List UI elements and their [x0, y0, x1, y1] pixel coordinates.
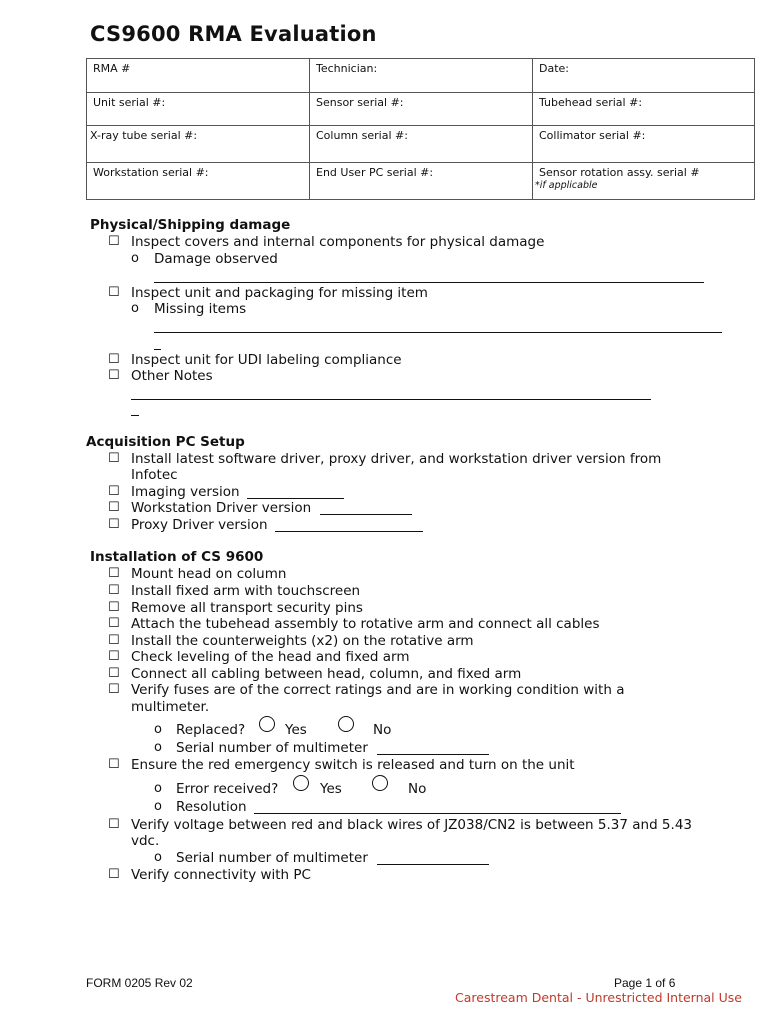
error-received-label: Error received?	[176, 781, 279, 797]
install-drivers-label-cont: Infotec	[131, 467, 178, 483]
checkbox-workstation-driver[interactable]: ☐	[108, 500, 120, 515]
other-notes-line[interactable]	[131, 399, 651, 400]
bullet-icon: o	[154, 740, 162, 755]
other-notes-line-end	[131, 415, 139, 416]
checkbox-connectivity[interactable]: ☐	[108, 867, 120, 882]
bullet-icon: o	[154, 722, 162, 737]
verify-voltage-label-cont: vdc.	[131, 833, 160, 849]
classification-label: Carestream Dental - Unrestricted Internal Use	[455, 990, 742, 1005]
bullet-icon: o	[154, 781, 162, 796]
fuses-label: Verify fuses are of the correct ratings and are in working condition with a	[131, 682, 625, 698]
checkbox-emergency-switch[interactable]: ☐	[108, 757, 120, 772]
date-field[interactable]: Date:	[533, 59, 755, 93]
checkbox-proxy-driver[interactable]: ☐	[108, 517, 120, 532]
emergency-switch-label: Ensure the red emergency switch is released and turn on the unit	[131, 757, 575, 773]
resolution-line[interactable]	[254, 813, 621, 814]
physical-damage-heading: Physical/Shipping damage	[90, 217, 291, 233]
checkbox-counterweights[interactable]: ☐	[108, 633, 120, 648]
xray-tube-serial-field[interactable]: X-ray tube serial #:	[87, 126, 310, 163]
checkbox-imaging-version[interactable]: ☐	[108, 484, 120, 499]
install-item-label: Install the counterweights (x2) on the rotative arm	[131, 633, 474, 649]
page-number: Page 1 of 6	[614, 976, 676, 990]
sensor-rotation-serial-field[interactable]	[533, 163, 755, 200]
table-row	[87, 93, 755, 126]
install-item-label: Attach the tubehead assembly to rotative arm and connect all cables	[131, 616, 600, 632]
workstation-driver-label: Workstation Driver version	[131, 500, 312, 516]
column-serial-field[interactable]: Column serial #:	[310, 126, 533, 163]
checkbox-leveling[interactable]: ☐	[108, 649, 120, 664]
checkbox-fuses[interactable]: ☐	[108, 682, 120, 697]
document-title: CS9600 RMA Evaluation	[90, 22, 377, 46]
replaced-yes-label: Yes	[285, 722, 307, 738]
error-no-radio[interactable]	[372, 775, 388, 791]
install-item-label: Mount head on column	[131, 566, 287, 582]
multimeter-serial-line-2[interactable]	[377, 864, 489, 865]
checkbox-verify-voltage[interactable]: ☐	[108, 817, 120, 832]
bullet-icon: o	[154, 850, 162, 865]
form-number: FORM 0205 Rev 02	[86, 976, 193, 990]
proxy-driver-label: Proxy Driver version	[131, 517, 268, 533]
checkbox-fixed-arm[interactable]: ☐	[108, 583, 120, 598]
multimeter-serial-label: Serial number of multimeter	[176, 740, 368, 756]
missing-items-label: Missing items	[154, 301, 247, 317]
damage-observed-label: Damage observed	[154, 251, 278, 267]
workstation-serial-field[interactable]: Workstation serial #:	[87, 163, 310, 200]
udi-labeling-label: Inspect unit for UDI labeling compliance	[131, 352, 402, 368]
error-yes-label: Yes	[320, 781, 342, 797]
tubehead-serial-field[interactable]: Tubehead serial #:	[533, 93, 755, 126]
checkbox-inspect-covers[interactable]: ☐	[108, 234, 120, 249]
checkbox-missing-item[interactable]: ☐	[108, 285, 120, 300]
error-no-label: No	[408, 781, 427, 797]
multimeter-serial-label: Serial number of multimeter	[176, 850, 368, 866]
install-drivers-label: Install latest software driver, proxy driver, and workstation driver version from	[131, 451, 662, 467]
checkbox-mount-head[interactable]: ☐	[108, 566, 120, 581]
imaging-version-line[interactable]	[247, 498, 344, 499]
technician-field[interactable]: Technician:	[310, 59, 533, 93]
error-yes-radio[interactable]	[293, 775, 309, 791]
checkbox-install-drivers[interactable]: ☐	[108, 451, 120, 466]
imaging-version-label: Imaging version	[131, 484, 240, 500]
other-notes-label: Other Notes	[131, 368, 213, 384]
rma-number-field[interactable]: RMA #	[87, 59, 310, 93]
if-applicable-note: *if applicable	[535, 180, 598, 191]
unit-serial-field[interactable]: Unit serial #:	[87, 93, 310, 126]
missing-items-line-end	[154, 349, 161, 350]
install-item-label: Check leveling of the head and fixed arm	[131, 649, 410, 665]
checkbox-cabling[interactable]: ☐	[108, 666, 120, 681]
install-item-label: Connect all cabling between head, column, and fixed arm	[131, 666, 522, 682]
multimeter-serial-line[interactable]	[377, 754, 489, 755]
checkbox-security-pins[interactable]: ☐	[108, 600, 120, 615]
replaced-label: Replaced?	[176, 722, 246, 738]
table-row	[87, 59, 755, 93]
acquisition-heading: Acquisition PC Setup	[86, 434, 245, 450]
sensor-serial-field[interactable]: Sensor serial #:	[310, 93, 533, 126]
fuses-label-cont: multimeter.	[131, 699, 210, 715]
bullet-icon: o	[131, 301, 139, 316]
sensor-rotation-label: Sensor rotation assy. serial #	[539, 166, 700, 179]
verify-voltage-label: Verify voltage between red and black wires of JZ038/CN2 is between 5.37 and 5.43	[131, 817, 692, 833]
workstation-driver-line[interactable]	[320, 514, 412, 515]
replaced-yes-radio[interactable]	[259, 716, 275, 732]
connectivity-label: Verify connectivity with PC	[131, 867, 311, 883]
collimator-serial-field[interactable]: Collimator serial #:	[533, 126, 755, 163]
checkbox-udi-labeling[interactable]: ☐	[108, 352, 120, 367]
checkbox-other-notes[interactable]: ☐	[108, 368, 120, 383]
installation-heading: Installation of CS 9600	[90, 549, 264, 565]
table-row	[87, 126, 755, 163]
table-row	[87, 163, 755, 200]
replaced-no-label: No	[373, 722, 392, 738]
rma-info-table	[86, 58, 755, 200]
checkbox-tubehead[interactable]: ☐	[108, 616, 120, 631]
replaced-no-radio[interactable]	[338, 716, 354, 732]
missing-items-line[interactable]	[154, 332, 722, 333]
bullet-icon: o	[131, 251, 139, 266]
install-item-label: Remove all transport security pins	[131, 600, 363, 616]
inspect-covers-label: Inspect covers and internal components for physical damage	[131, 234, 545, 250]
missing-item-label: Inspect unit and packaging for missing item	[131, 285, 428, 301]
resolution-label: Resolution	[176, 799, 247, 815]
bullet-icon: o	[154, 799, 162, 814]
install-item-label: Install fixed arm with touchscreen	[131, 583, 361, 599]
end-user-pc-serial-field[interactable]: End User PC serial #:	[310, 163, 533, 200]
proxy-driver-line[interactable]	[275, 531, 423, 532]
damage-observed-line[interactable]	[154, 282, 704, 283]
